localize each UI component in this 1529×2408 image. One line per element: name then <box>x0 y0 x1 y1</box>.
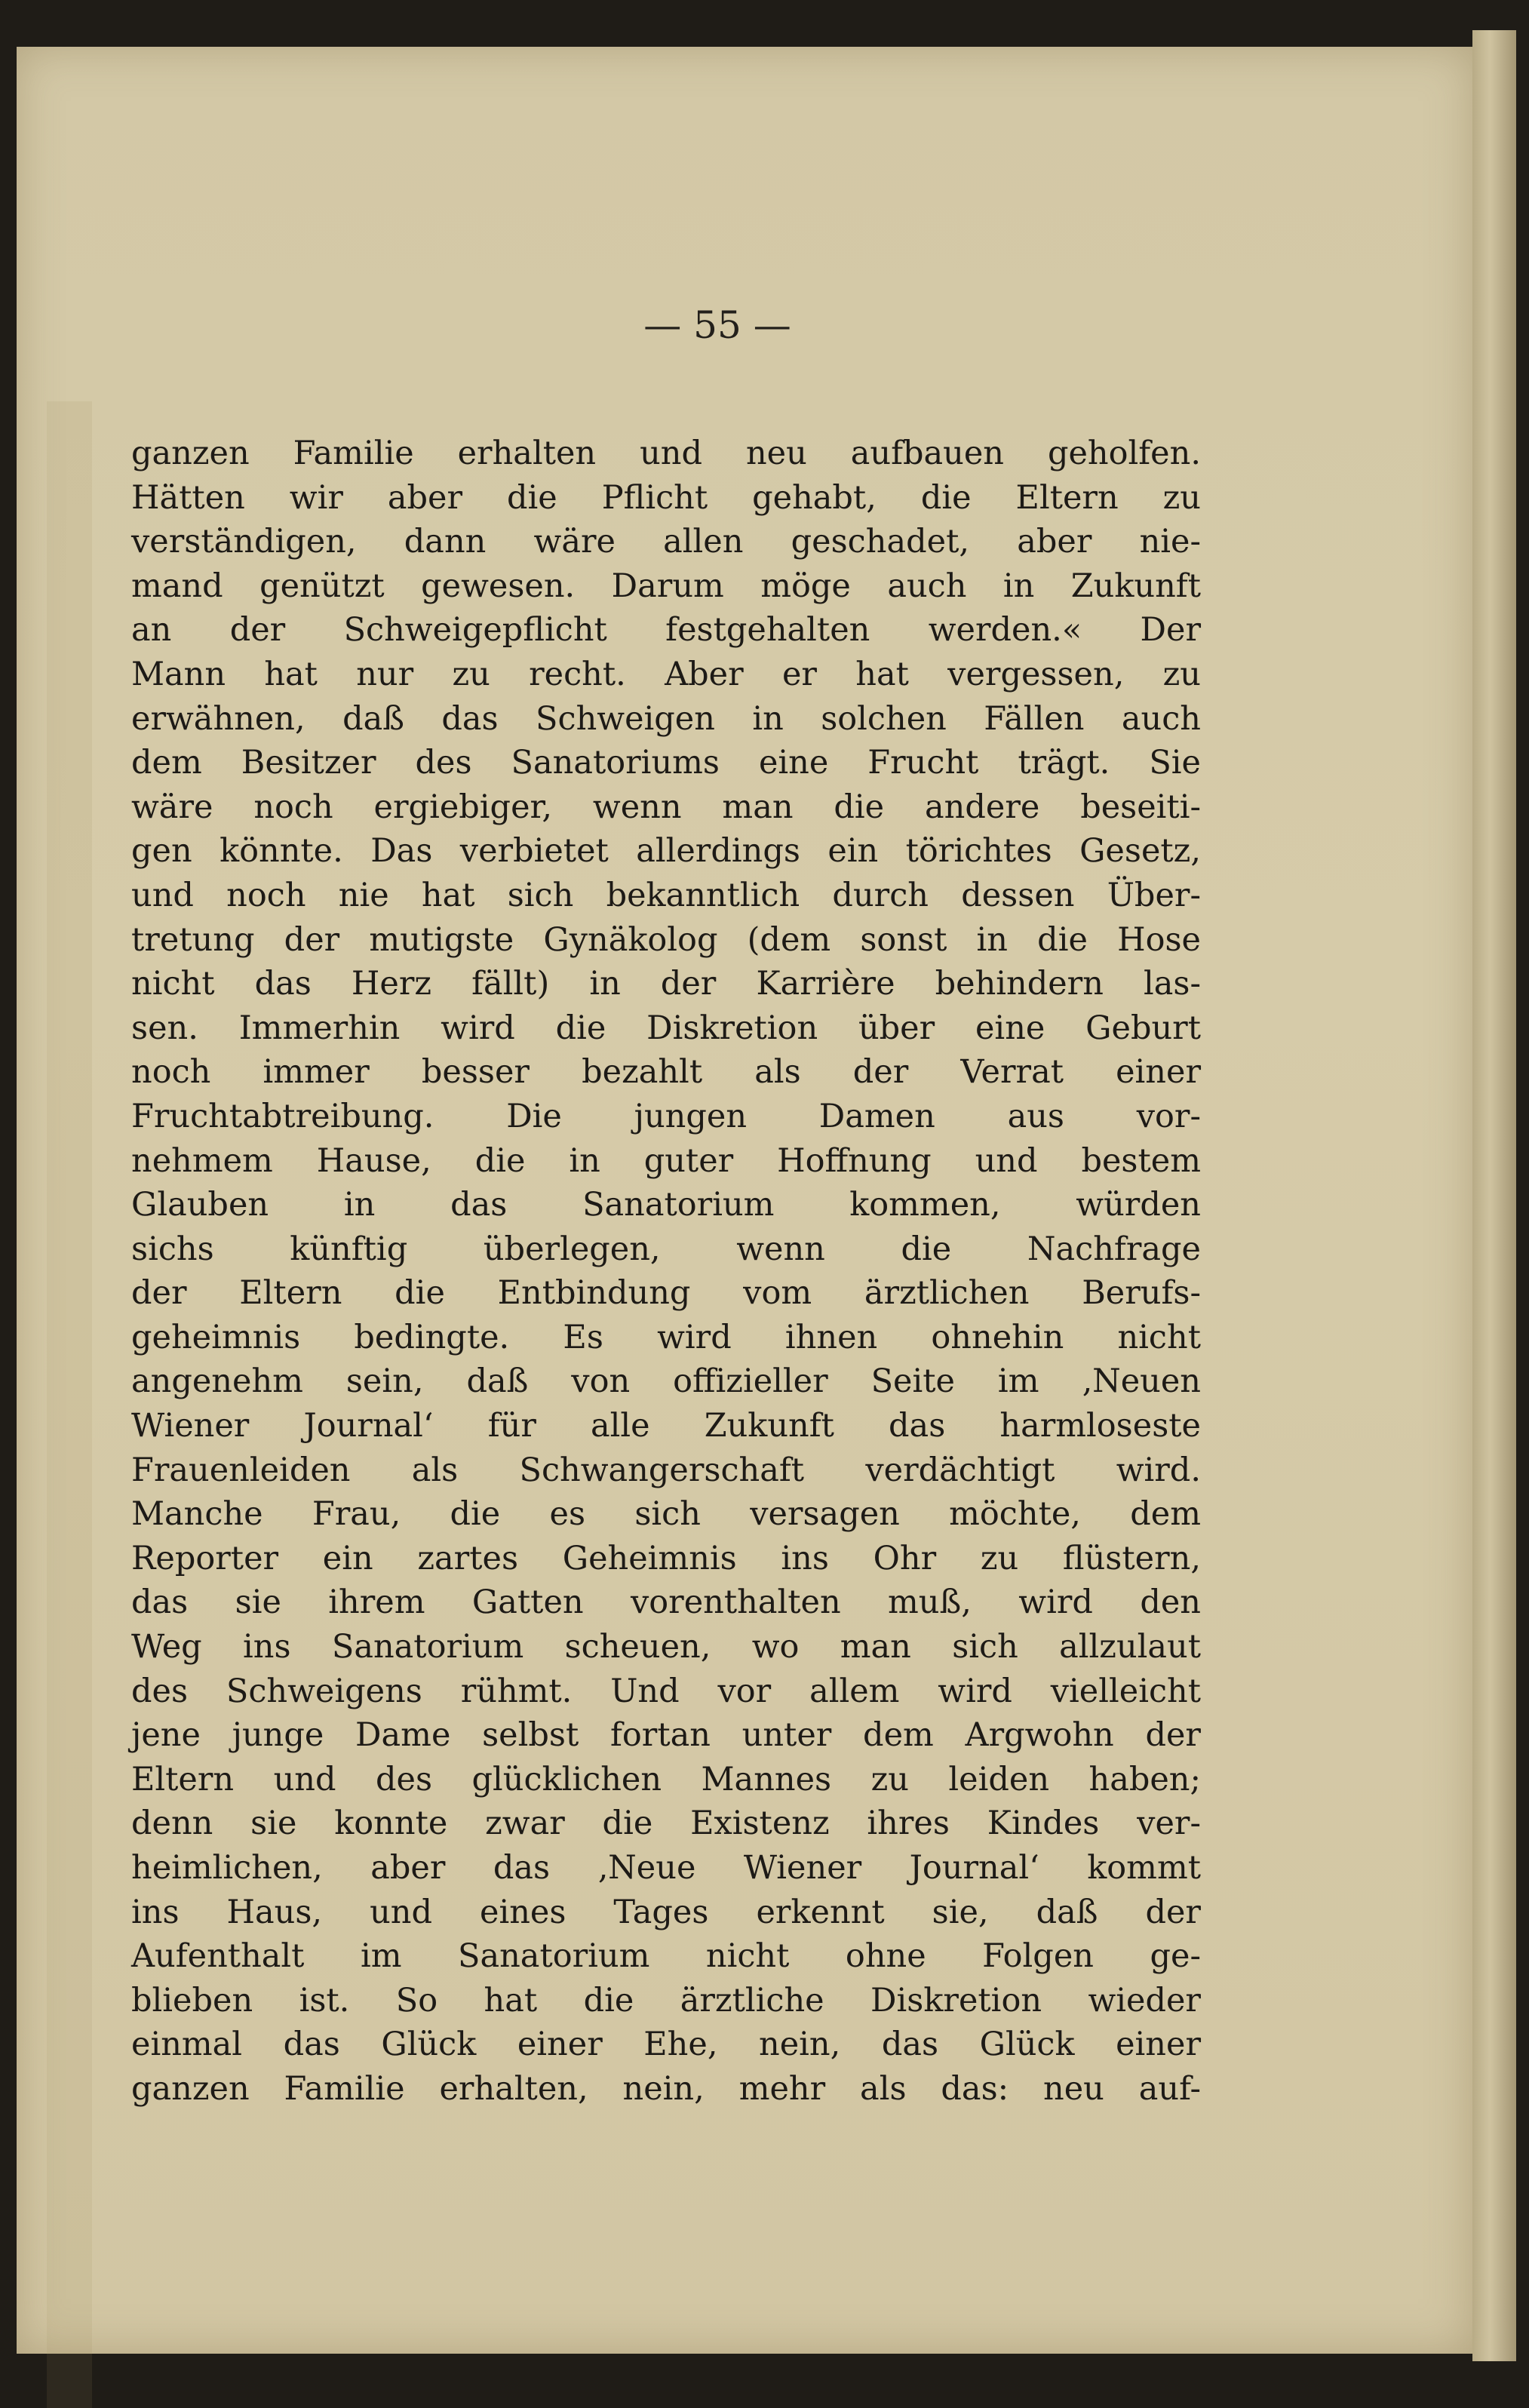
text-line: sichs künftig überlegen, wenn die Nachfrage <box>131 1230 1201 1268</box>
paper-stain <box>47 401 92 2408</box>
text-line: geheimnis bedingte. Es wird ihnen ohnehin nicht <box>131 1318 1201 1356</box>
text-line: ganzen Familie erhalten, nein, mehr als das: neu auf- <box>131 2069 1201 2108</box>
text-line: einmal das Glück einer Ehe, nein, das Glück einer <box>131 2026 1201 2064</box>
text-line: wäre noch ergiebiger, wenn man die andere beseiti- <box>131 788 1201 826</box>
text-line: Manche Frau, die es sich versagen möchte, dem <box>131 1495 1201 1534</box>
text-line: der Eltern die Entbindung vom ärztlichen Berufs- <box>131 1274 1201 1313</box>
text-line: verständigen, dann wäre allen geschadet, aber nie- <box>131 523 1201 561</box>
book-page <box>17 47 1472 2354</box>
page-edge <box>1472 30 1516 2361</box>
text-line: Eltern und des glücklichen Mannes zu leiden haben; <box>131 1760 1201 1798</box>
text-line: angenehm sein, daß von offizieller Seite im ‚Neuen <box>131 1362 1201 1401</box>
text-line: und noch nie hat sich bekanntlich durch dessen Über- <box>131 876 1201 914</box>
text-line: Weg ins Sanatorium scheuen, wo man sich allzulaut <box>131 1628 1201 1666</box>
text-line: Glauben in das Sanatorium kommen, würden <box>131 1186 1201 1224</box>
page-number: — 55 — <box>643 303 791 347</box>
text-line: heimlichen, aber das ‚Neue Wiener Journal‘ kommt <box>131 1849 1201 1887</box>
text-line: an der Schweigepflicht festgehalten werden.« Der <box>131 611 1201 650</box>
text-line: das sie ihrem Gatten vorenthalten muß, wird den <box>131 1583 1201 1622</box>
text-line: dem Besitzer des Sanatoriums eine Frucht trägt. Sie <box>131 744 1201 782</box>
body-text <box>131 432 1201 2112</box>
text-line: Mann hat nur zu recht. Aber er hat vergessen, zu <box>131 655 1201 693</box>
text-line: Reporter ein zartes Geheimnis ins Ohr zu flüstern, <box>131 1539 1201 1577</box>
text-line: erwähnen, daß das Schweigen in solchen Fällen auch <box>131 699 1201 738</box>
text-line: des Schweigens rühmt. Und vor allem wird vielleicht <box>131 1672 1201 1710</box>
text-line: blieben ist. So hat die ärztliche Diskretion wieder <box>131 1981 1201 2019</box>
text-line: gen könnte. Das verbietet allerdings ein törichtes Gesetz, <box>131 832 1201 871</box>
text-line: noch immer besser bezahlt als der Verrat einer <box>131 1053 1201 1092</box>
text-line: Fruchtabtreibung. Die jungen Damen aus vor- <box>131 1097 1201 1135</box>
text-line: Aufenthalt im Sanatorium nicht ohne Folgen ge- <box>131 1937 1201 1976</box>
text-line: sen. Immerhin wird die Diskretion über eine Geburt <box>131 1009 1201 1047</box>
text-line: tretung der mutigste Gynäkolog (dem sonst in die Hose <box>131 920 1201 959</box>
text-line: denn sie konnte zwar die Existenz ihres Kindes ver- <box>131 1804 1201 1843</box>
text-line: ganzen Familie erhalten und neu aufbauen geholfen. <box>131 435 1201 472</box>
text-line: jene junge Dame selbst fortan unter dem Argwohn der <box>131 1716 1201 1755</box>
text-line: Wiener Journal‘ für alle Zukunft das harmloseste <box>131 1407 1201 1445</box>
text-line: ins Haus, und eines Tages erkennt sie, daß der <box>131 1893 1201 1931</box>
text-line: Hätten wir aber die Pflicht gehabt, die Eltern zu <box>131 478 1201 517</box>
text-line: Frauenleiden als Schwangerschaft verdächtigt wird. <box>131 1451 1201 1489</box>
text-line: mand genützt gewesen. Darum möge auch in Zukunft <box>131 567 1201 605</box>
text-line: nicht das Herz fällt) in der Karrière behindern las- <box>131 965 1201 1003</box>
text-line: nehmem Hause, die in guter Hoffnung und bestem <box>131 1141 1201 1180</box>
